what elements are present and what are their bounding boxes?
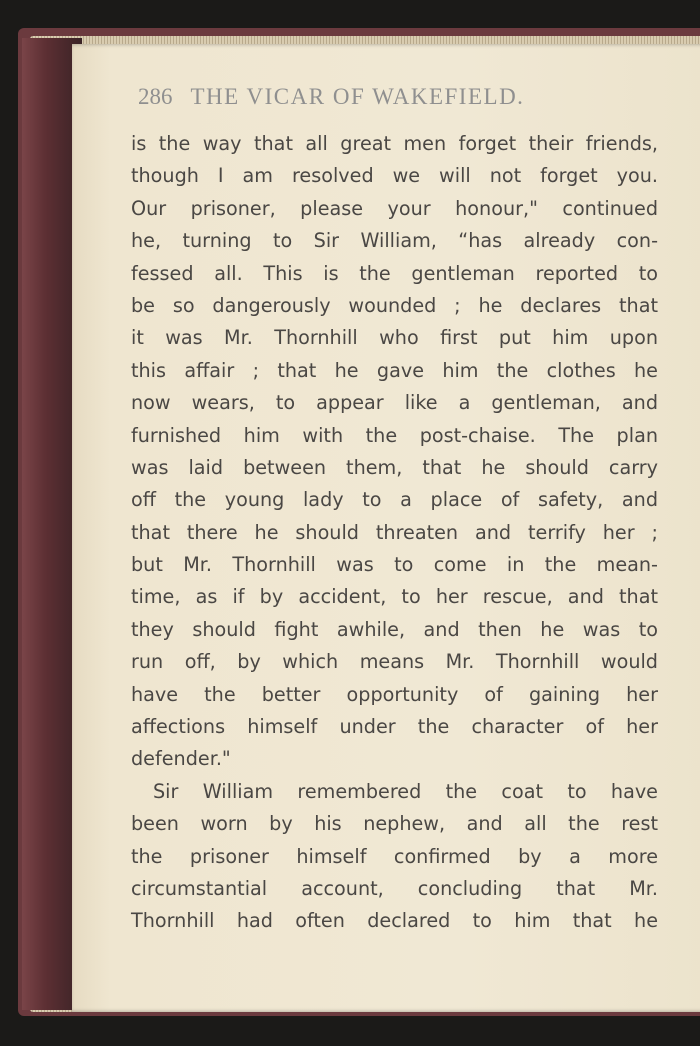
text-line: defender." <box>131 747 231 771</box>
text-line: Our prisoner, please your honour," continued <box>131 196 658 220</box>
text-line: off the young lady to a place of safety, and <box>131 488 658 512</box>
text-line: the prisoner himself confirmed by a more <box>131 844 658 868</box>
text-line: circumstantial account, concluding that Mr. <box>131 876 658 900</box>
body-text <box>131 128 658 938</box>
running-header <box>138 84 618 114</box>
text-line: this affair ; that he gave him the clothes he <box>131 358 658 382</box>
text-line: be so dangerously wounded ; he declares that <box>131 293 658 317</box>
text-line: is the way that all great men forget their friends, <box>131 132 658 155</box>
text-line: time, as if by accident, to her rescue, and that <box>131 585 658 609</box>
text-line: but Mr. Thornhill was to come in the mean- <box>131 553 658 577</box>
text-line: was laid between them, that he should carry <box>131 455 658 479</box>
text-line: Sir William remembered the coat to have <box>153 779 658 803</box>
text-line: that there he should threaten and terrify her ; <box>131 520 658 544</box>
page-number: 286 <box>138 84 173 109</box>
text-line: run off, by which means Mr. Thornhill would <box>131 650 658 674</box>
text-line: Thornhill had often declared to him that he <box>131 909 658 933</box>
text-line: though I am resolved we will not forget you. <box>131 164 658 188</box>
text-line: affections himself under the character of her <box>131 715 658 739</box>
text-line: he, turning to Sir William, “has already con- <box>131 229 658 253</box>
text-line: have the better opportunity of gaining her <box>131 682 658 706</box>
text-line: furnished him with the post-chaise. The plan <box>131 423 658 447</box>
text-line: fessed all. This is the gentleman reported to <box>131 261 658 285</box>
text-line: it was Mr. Thornhill who first put him upon <box>131 326 658 350</box>
running-title: THE VICAR OF WAKEFIELD. <box>190 84 525 109</box>
text-line: been worn by his nephew, and all the rest <box>131 812 658 836</box>
text-line: now wears, to appear like a gentleman, and <box>131 391 658 415</box>
text-line: they should fight awhile, and then he was to <box>131 617 658 641</box>
